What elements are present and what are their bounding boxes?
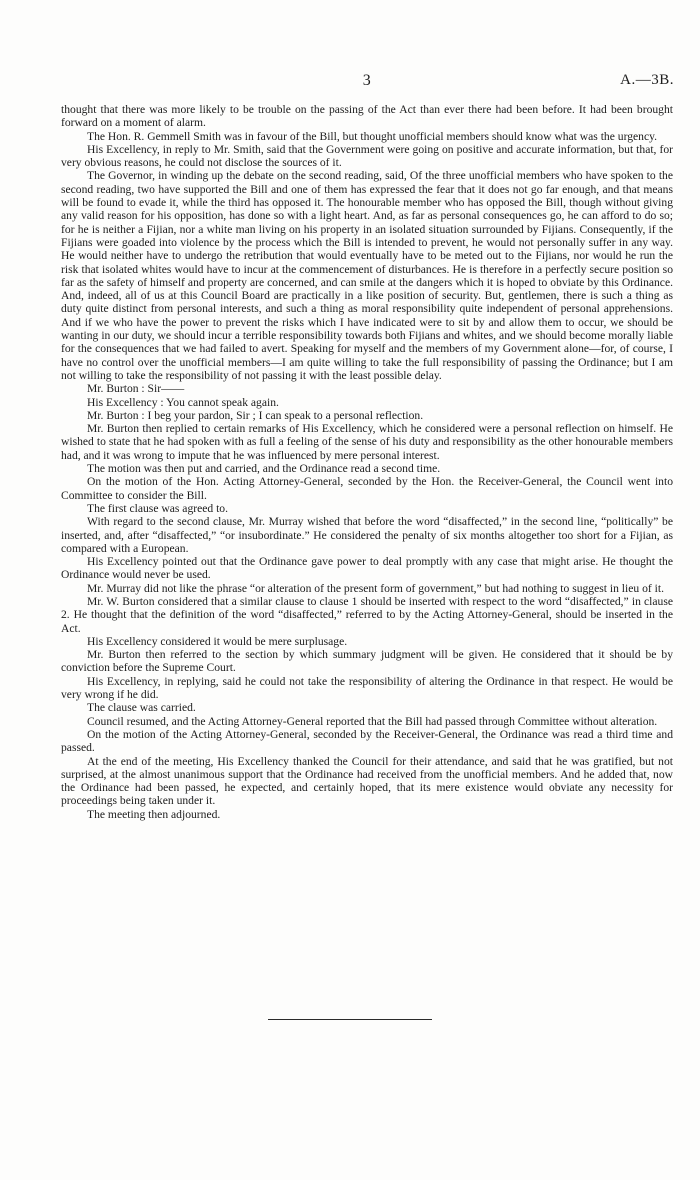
paragraph: With regard to the second clause, Mr. Murray wished that before the word “disaffected,” in the second line, “politically” be inserted, and, after “disaffected,” “or insubordinate.” He considered the penalty of six months altogether too short for a Fijian, as compared with a European. [61,515,673,555]
page-header [60,72,674,96]
paragraph: His Excellency pointed out that the Ordinance gave power to deal promptly with any case that might arise. He thought the Ordinance would never be used. [61,555,673,582]
paragraph: The motion was then put and carried, and the Ordinance read a second time. [87,462,441,476]
paragraph: The first clause was agreed to. [87,501,228,515]
paragraph: At the end of the meeting, His Excellency thanked the Council for their attendance, and said that he was gratified, but not surprised, at the almost unanimous support that the Ordinance had received from the unofficial members. And he added that, now the Ordinance had been passed, he expected, and certainly hoped, that its mere existence would obviate any necessity for proceedings being taken under it. [61,754,673,808]
paragraph: His Excellency considered it would be mere surplusage. [87,634,348,648]
end-rule [268,1019,432,1020]
paragraph: Council resumed, and the Acting Attorney-General reported that the Bill had passed through Committee without alteration. [87,714,658,728]
paragraph: On the motion of the Acting Attorney-General, seconded by the Receiver-General, the Ordinance was read a third time and passed. [61,727,673,755]
paragraph: His Excellency : You cannot speak again. [87,395,279,409]
paragraph: The clause was carried. [87,701,196,715]
paragraph: Mr. Burton : I beg your pardon, Sir ; I can speak to a personal reflection. [87,408,424,422]
body-text [61,103,673,821]
paragraph: Mr. Murray did not like the phrase “or alteration of the present form of government,” but had nothing to suggest in lieu of it. [87,581,664,595]
paragraph: Mr. Burton : Sir—— [87,382,185,396]
paragraph: On the motion of the Hon. Acting Attorney-General, seconded by the Hon. the Receiver-General, the Council went into Committee to consider the Bill. [61,475,673,502]
paragraph: Mr. Burton then replied to certain remarks of His Excellency, which he considered were a personal reflection on himself. He wished to state that he had spoken with as full a feeling of the sense of his duty and responsibility as the other honourable members had, and it was wrong to impute that he was influenced by mere personal interest. [61,422,673,462]
paragraph: His Excellency, in replying, said he could not take the responsibility of altering the Ordinance in that respect. He would be very wrong if he did. [61,674,673,702]
paragraph: The meeting then adjourned. [87,807,221,821]
page-number: 3 [362,72,372,89]
paragraph: His Excellency, in reply to Mr. Smith, said that the Government were going on positive and accurate information, but that, for very obvious reasons, he could not disclose the sources of it. [61,142,673,170]
paragraph: thought that there was more likely to be trouble on the passing of the Act than ever there had been before. It had been brought forward on a moment of alarm. [61,103,673,130]
paragraph: Mr. Burton then referred to the section by which summary judgment will be given. He considered that it should be by conviction before the Supreme Court. [61,648,673,675]
paragraph: The Hon. R. Gemmell Smith was in favour of the Bill, but thought unofficial members should know what was the urgency. [87,129,658,143]
paragraph: The Governor, in winding up the debate on the second reading, said, Of the three unofficial members who have spoken to the second reading, two have supported the Bill and one of them has expressed the fear that it does not go far enough, and that means will be found to evade it, while the third has opposed it. The honourable member who has opposed the Bill, though without giving any valid reason for his opposition, has done so with a light heart. And, as far as personal consequences go, he can afford to do so; for he is neither a Fijian, nor a white man living on his property in an isolated situation surrounded by Fijians. Consequently, if the Fijians were goaded into violence by the process which the Bill is intended to prevent, he would not personally suffer in any way. He would neither have to undergo the retribution that would eventually have to be meted out to the Fijians, nor would he run the risk that isolated whites would have to incur at the commencement of disturbances. He is therefore in a perfectly secure position so far as the safety of himself and property are concerned, and can smile at the dangers which it is hoped to obviate by this Ordinance. And, indeed, all of us at this Council Board are practically in a like position of security. But, gentlemen, there is such a thing as duty quite distinct from personal interests, and such a thing as moral responsibility quite independent of personal apprehensions. And if we who have the power to prevent the risks which I have indicated were to sit by and allow them to occur, we should be wanting in our duty, we should incur a terrible responsibility towards both Fijians and whites, and we should become morally liable for the consequences that we had failed to avert. Speaking for myself and the members of my Government alone—for, of course, I have no control over the unofficial members—I am quite willing to take the full responsibility of passing the Ordinance; but I am not willing to take the responsibility of not passing it with the least possible delay. [61,169,673,382]
document-reference: A.—3B. [620,72,674,88]
paragraph: Mr. W. Burton considered that a similar clause to clause 1 should be inserted with respect to the word “disaffected,” in clause 2. He thought that the definition of the word “disaffected,” referred to by the Acting Attorney-General, should be inserted in the Act. [61,594,673,635]
